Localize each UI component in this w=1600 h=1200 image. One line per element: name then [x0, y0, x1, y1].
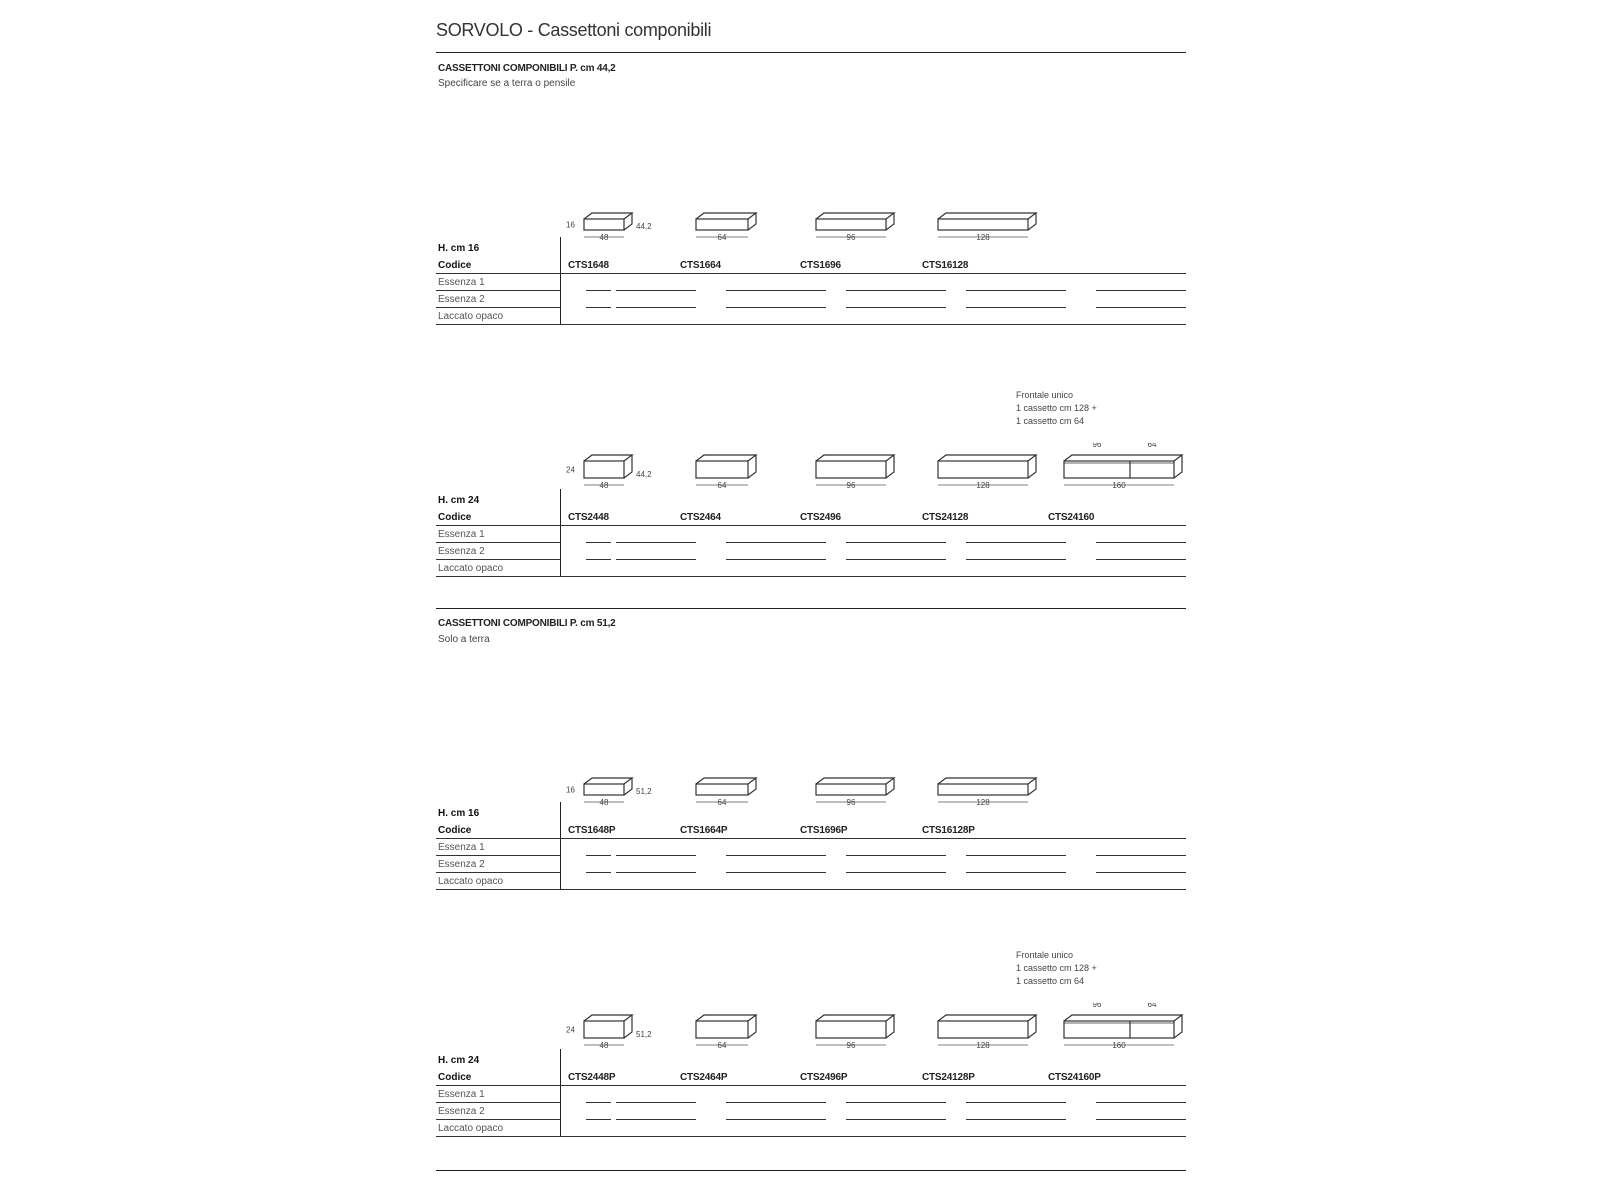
product-code: CTS24160P: [1048, 1072, 1101, 1083]
depth-dimension: 51,2: [636, 1030, 652, 1039]
width-dimension: 48: [599, 481, 609, 490]
drawer-front: [696, 784, 748, 795]
height-label: H. cm 16: [438, 243, 480, 254]
drawer-drawing: [566, 443, 676, 491]
product-code: CTS16128P: [922, 825, 975, 836]
entry-line: [586, 542, 611, 543]
product-code: CTS16128: [922, 260, 969, 271]
entry-line: [616, 872, 696, 873]
drawer-front: [584, 219, 624, 230]
depth-dimension: 51,2: [636, 787, 652, 796]
finish-row-label: Laccato opaco: [438, 563, 504, 574]
drawer-front: [816, 219, 886, 230]
page-title: SORVOLO - Cassettoni componibili: [436, 20, 712, 40]
drawer-top: [816, 1015, 894, 1021]
title-rule: [436, 52, 1186, 53]
product-group: [436, 770, 1186, 910]
entry-line: [616, 307, 696, 308]
catalog-page: [436, 0, 1186, 1200]
drawer-drawing: [566, 770, 676, 818]
codice-label: Codice: [438, 825, 472, 836]
codice-label: Codice: [438, 512, 472, 523]
drawer-top: [584, 455, 632, 461]
width-dimension: 48: [599, 1041, 609, 1050]
drawer-front: [938, 219, 1028, 230]
table-rule: [436, 290, 560, 291]
drawer-top: [696, 213, 756, 219]
entry-line: [586, 872, 611, 873]
finish-row-label: Essenza 1: [438, 529, 485, 540]
finish-row-label: Essenza 1: [438, 277, 485, 288]
product-code: CTS1648P: [568, 825, 616, 836]
frontale-line: Frontale unico: [1016, 390, 1074, 400]
frontale-line: Frontale unico: [1016, 950, 1074, 960]
drawer-top: [1064, 1015, 1182, 1021]
drawer-drawing: [930, 770, 1090, 818]
entry-line: [586, 559, 611, 560]
entry-line: [966, 290, 1066, 291]
product-code: CTS2496P: [800, 1072, 848, 1083]
entry-line: [846, 290, 946, 291]
height-dimension: 16: [566, 220, 575, 230]
codice-label: Codice: [438, 1072, 472, 1083]
width-dimension: 64: [717, 798, 727, 807]
product-group: [436, 950, 1186, 1155]
entry-line: [966, 1102, 1066, 1103]
height-label: H. cm 24: [438, 495, 480, 506]
product-code: CTS24128P: [922, 1072, 975, 1083]
drawer-drawing: [1056, 1003, 1236, 1051]
entry-line: [726, 290, 826, 291]
entry-line: [616, 559, 696, 560]
height-dimension: 24: [566, 465, 575, 475]
drawer-front: [1064, 461, 1174, 478]
drawer-top: [696, 455, 756, 461]
product-code: CTS1696P: [800, 825, 848, 836]
section-note: Specificare se a terra o pensile: [438, 78, 576, 89]
height-label: H. cm 24: [438, 1055, 480, 1066]
section-note: Solo a terra: [438, 634, 490, 645]
frontale-note: [1016, 389, 1097, 428]
drawer-top: [938, 455, 1036, 461]
finish-row-label: Essenza 2: [438, 1106, 485, 1117]
drawer-drawing: [808, 443, 948, 491]
table-rule: [436, 1119, 560, 1120]
entry-line: [966, 872, 1066, 873]
finish-row-label: Essenza 2: [438, 546, 485, 557]
section-heading: CASSETTONI COMPONIBILI P. cm 44,2: [438, 63, 616, 74]
drawer-drawing: [688, 770, 810, 818]
drawer-drawing: [808, 770, 948, 818]
product-code: CTS1648: [568, 260, 609, 271]
table-rule: [436, 525, 1186, 526]
product-code: CTS2448P: [568, 1072, 616, 1083]
entry-line: [1096, 290, 1186, 291]
entry-line: [586, 290, 611, 291]
entry-line: [846, 1119, 946, 1120]
entry-line: [1096, 855, 1186, 856]
entry-line: [966, 855, 1066, 856]
drawer-top: [938, 1015, 1036, 1021]
finish-row-label: Essenza 1: [438, 842, 485, 853]
drawer-front: [584, 1021, 624, 1038]
entry-line: [726, 1119, 826, 1120]
drawer-top: [584, 1015, 632, 1021]
drawer-top: [584, 778, 632, 784]
table-divider: [560, 1049, 561, 1137]
width-dimension: 64: [717, 481, 727, 490]
width-dimension: 160: [1112, 1041, 1126, 1050]
table-rule: [436, 838, 1186, 839]
entry-line: [846, 1102, 946, 1103]
table-rule: [436, 307, 560, 308]
drawer-front: [816, 461, 886, 478]
table-rule: [436, 1102, 560, 1103]
drawer-top: [816, 213, 894, 219]
drawer-front: [938, 784, 1028, 795]
table-rule: [436, 1136, 1186, 1137]
table-divider: [560, 489, 561, 577]
drawer-drawing: [566, 1003, 676, 1051]
table-rule: [436, 559, 560, 560]
drawer-drawing: [688, 443, 810, 491]
table-rule: [436, 1085, 1186, 1086]
codice-label: Codice: [438, 260, 472, 271]
width-dimension: 96: [846, 233, 856, 242]
table-divider: [560, 802, 561, 890]
drawer-front: [938, 461, 1028, 478]
drawer-top: [696, 778, 756, 784]
entry-line: [1096, 542, 1186, 543]
finish-row-label: Essenza 2: [438, 859, 485, 870]
width-dimension: 48: [599, 798, 609, 807]
drawer-front: [696, 219, 748, 230]
drawer-top: [696, 1015, 756, 1021]
table-rule: [436, 542, 560, 543]
product-code: CTS2496: [800, 512, 841, 523]
entry-line: [616, 290, 696, 291]
entry-line: [846, 542, 946, 543]
product-code: CTS2464: [680, 512, 721, 523]
finish-row-label: Essenza 1: [438, 1089, 485, 1100]
product-code: CTS24160: [1048, 512, 1095, 523]
entry-line: [966, 542, 1066, 543]
height-dimension: 24: [566, 1025, 575, 1035]
entry-line: [1096, 1119, 1186, 1120]
drawer-front: [696, 461, 748, 478]
drawer-drawing: [688, 205, 810, 253]
entry-line: [1096, 307, 1186, 308]
drawer-drawing: [688, 1003, 810, 1051]
entry-line: [586, 855, 611, 856]
drawer-top: [1064, 455, 1182, 461]
width-dimension: 64: [717, 1041, 727, 1050]
width-dimension: 128: [976, 1041, 990, 1050]
product-code: CTS2448: [568, 512, 609, 523]
table-rule: [436, 889, 1186, 890]
entry-line: [846, 855, 946, 856]
width-dimension: 64: [717, 233, 727, 242]
entry-line: [586, 307, 611, 308]
drawer-drawing: [1056, 443, 1236, 491]
drawer-drawing: [808, 1003, 948, 1051]
entry-line: [616, 1102, 696, 1103]
drawer-front: [938, 1021, 1028, 1038]
drawer-top: [584, 213, 632, 219]
entry-line: [846, 559, 946, 560]
height-label: H. cm 16: [438, 808, 480, 819]
entry-line: [1096, 1102, 1186, 1103]
split-width: 64: [1147, 1003, 1157, 1009]
height-dimension: 16: [566, 785, 575, 795]
product-code: CTS1664P: [680, 825, 728, 836]
width-dimension: 96: [846, 1041, 856, 1050]
drawer-front: [584, 784, 624, 795]
drawer-drawing: [930, 205, 1090, 253]
depth-dimension: 44,2: [636, 222, 652, 231]
entry-line: [1096, 872, 1186, 873]
drawer-front: [584, 461, 624, 478]
entry-line: [966, 559, 1066, 560]
entry-line: [726, 542, 826, 543]
entry-line: [616, 542, 696, 543]
entry-line: [726, 1102, 826, 1103]
table-rule: [436, 872, 560, 873]
entry-line: [1096, 559, 1186, 560]
width-dimension: 128: [976, 481, 990, 490]
table-rule: [436, 324, 1186, 325]
product-group: [436, 205, 1186, 345]
finish-row-label: Laccato opaco: [438, 311, 504, 322]
drawer-top: [816, 455, 894, 461]
entry-line: [586, 1119, 611, 1120]
drawer-front: [816, 1021, 886, 1038]
product-code: CTS1664: [680, 260, 721, 271]
entry-line: [616, 1119, 696, 1120]
entry-line: [726, 872, 826, 873]
drawer-front: [696, 1021, 748, 1038]
split-width: 96: [1092, 1003, 1102, 1009]
finish-row-label: Laccato opaco: [438, 1123, 504, 1134]
entry-line: [616, 855, 696, 856]
depth-dimension: 44,2: [636, 470, 652, 479]
width-dimension: 160: [1112, 481, 1126, 490]
frontale-line: 1 cassetto cm 64: [1016, 976, 1085, 986]
width-dimension: 128: [976, 233, 990, 242]
split-width: 64: [1147, 443, 1157, 449]
entry-line: [726, 559, 826, 560]
drawer-top: [938, 213, 1036, 219]
table-rule: [436, 576, 1186, 577]
width-dimension: 48: [599, 233, 609, 242]
entry-line: [966, 307, 1066, 308]
split-width: 96: [1092, 443, 1102, 449]
bottom-rule: [436, 1170, 1186, 1171]
drawer-front: [816, 784, 886, 795]
frontale-note: [1016, 949, 1097, 988]
drawer-top: [938, 778, 1036, 784]
table-rule: [436, 273, 1186, 274]
drawer-top: [816, 778, 894, 784]
entry-line: [846, 307, 946, 308]
table-rule: [436, 855, 560, 856]
section-heading: CASSETTONI COMPONIBILI P. cm 51,2: [438, 618, 616, 629]
drawer-front: [1064, 1021, 1174, 1038]
product-code: CTS24128: [922, 512, 969, 523]
entry-line: [726, 855, 826, 856]
drawer-drawing: [808, 205, 948, 253]
width-dimension: 96: [846, 798, 856, 807]
frontale-line: 1 cassetto cm 128 +: [1016, 963, 1097, 973]
finish-row-label: Essenza 2: [438, 294, 485, 305]
frontale-line: 1 cassetto cm 128 +: [1016, 403, 1097, 413]
width-dimension: 96: [846, 481, 856, 490]
entry-line: [726, 307, 826, 308]
product-group: [436, 390, 1186, 595]
section-divider: [436, 608, 1186, 609]
product-code: CTS2464P: [680, 1072, 728, 1083]
frontale-line: 1 cassetto cm 64: [1016, 416, 1085, 426]
width-dimension: 128: [976, 798, 990, 807]
drawer-drawing: [566, 205, 676, 253]
product-code: CTS1696: [800, 260, 841, 271]
entry-line: [966, 1119, 1066, 1120]
entry-line: [846, 872, 946, 873]
finish-row-label: Laccato opaco: [438, 876, 504, 887]
table-divider: [560, 237, 561, 325]
entry-line: [586, 1102, 611, 1103]
